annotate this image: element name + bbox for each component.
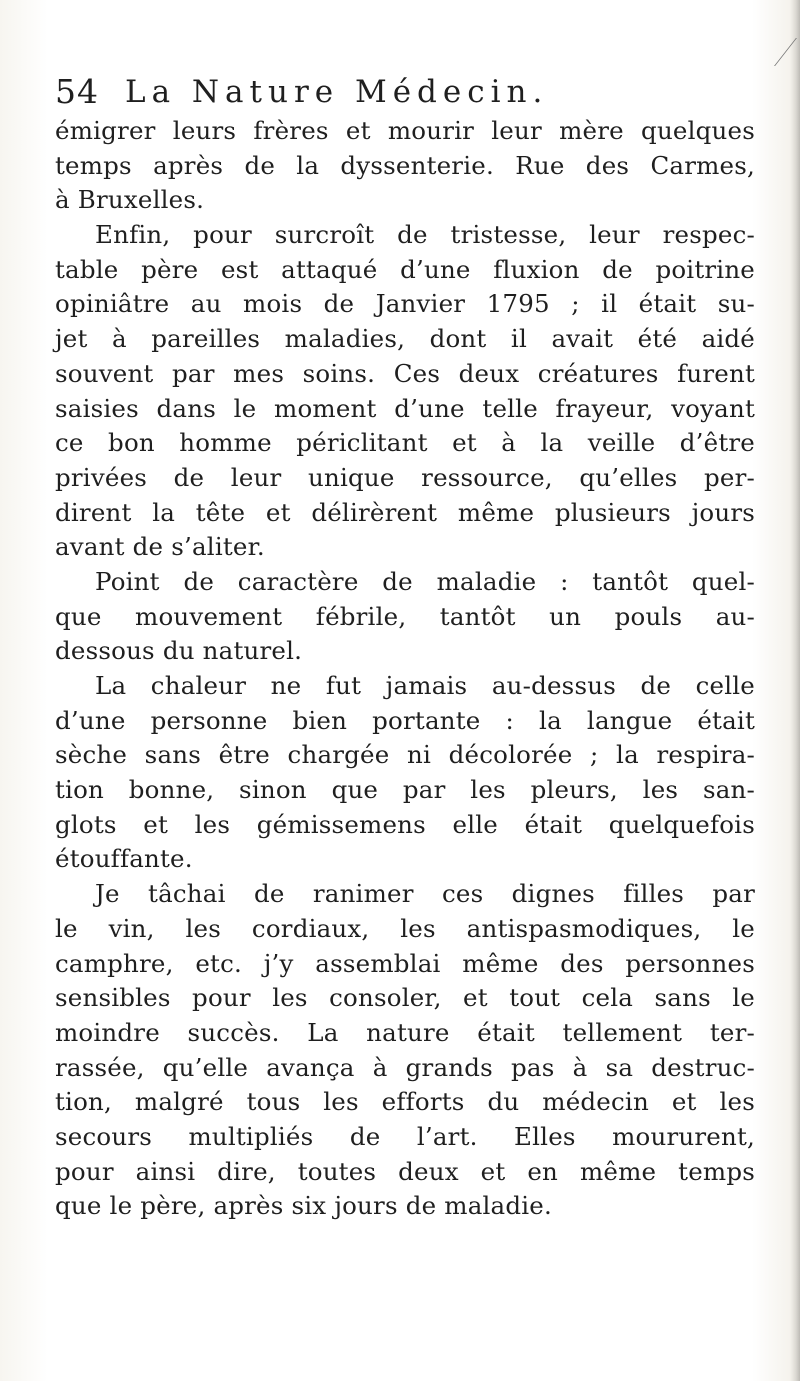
text-line: camphre, etc. j’y assemblai même des personnes (55, 948, 755, 978)
text-line: dessous du naturel. (55, 636, 303, 666)
text-line: le vin, les cordiaux, les antispasmodiques, le (55, 913, 755, 943)
text-line: glots et les gémissemens elle était quelquefois (55, 809, 755, 839)
text-line: saisies dans le moment d’une telle frayeur, voyant (55, 393, 755, 423)
text-line: Point de caractère de maladie : tantôt quel- (95, 566, 755, 596)
text-line: La chaleur ne fut jamais au-dessus de celle (95, 671, 755, 700)
text-line: moindre succès. La nature était tellement ter- (55, 1017, 755, 1047)
text-line: Je tâchai de ranimer ces dignes filles par (95, 879, 755, 909)
text-line: que le père, après six jours de maladie. (55, 1191, 552, 1221)
page-number: 54 (55, 72, 99, 111)
text-line: étouffante. (55, 844, 193, 874)
text-line: Enfin, pour surcroît de tristesse, leur respec- (95, 220, 755, 250)
running-title: La Nature Médecin. (125, 74, 549, 110)
text-line: opiniâtre au mois de Janvier 1795 ; il était su- (55, 289, 755, 319)
text-line: jet à pareilles maladies, dont il avait été aidé (55, 324, 755, 354)
text-line: à Bruxelles. (55, 185, 205, 215)
page-header (55, 72, 755, 112)
text-line: avant de s’aliter. (55, 532, 265, 562)
text-line: dirent la tête et délirèrent même plusieurs jours (55, 497, 755, 527)
text-line: sensibles pour les consoler, et tout cela sans le (55, 983, 755, 1013)
text-line: que mouvement fébrile, tantôt un pouls au- (55, 601, 755, 631)
text-line: sèche sans être chargée ni décolorée ; la respira- (55, 740, 755, 770)
text-line: rassée, qu’elle avança à grands pas à sa destruc- (55, 1052, 755, 1082)
body-text (55, 114, 755, 1224)
text-line: secours multipliés de l’art. Elles moururent, (55, 1121, 755, 1151)
text-line: privées de leur unique ressource, qu’elles per- (55, 462, 755, 492)
text-line: tion, malgré tous les efforts du médecin et les (55, 1087, 755, 1117)
text-line: tion bonne, sinon que par les pleurs, les san- (55, 775, 755, 805)
text-line: table père est attaqué d’une fluxion de poitrine (55, 254, 755, 284)
text-line: pour ainsi dire, toutes deux et en même temps (55, 1156, 755, 1186)
text-line: souvent par mes soins. Ces deux créatures furent (55, 358, 755, 388)
page-edge-shadow (790, 0, 800, 1381)
text-line: ce bon homme périclitant et à la veille d’être (55, 428, 755, 458)
text-line: émigrer leurs frères et mourir leur mère quelques (55, 116, 755, 145)
text-line: temps après de la dyssenterie. Rue des Carmes, (55, 150, 755, 180)
text-line: d’une personne bien portante : la langue était (55, 705, 755, 735)
